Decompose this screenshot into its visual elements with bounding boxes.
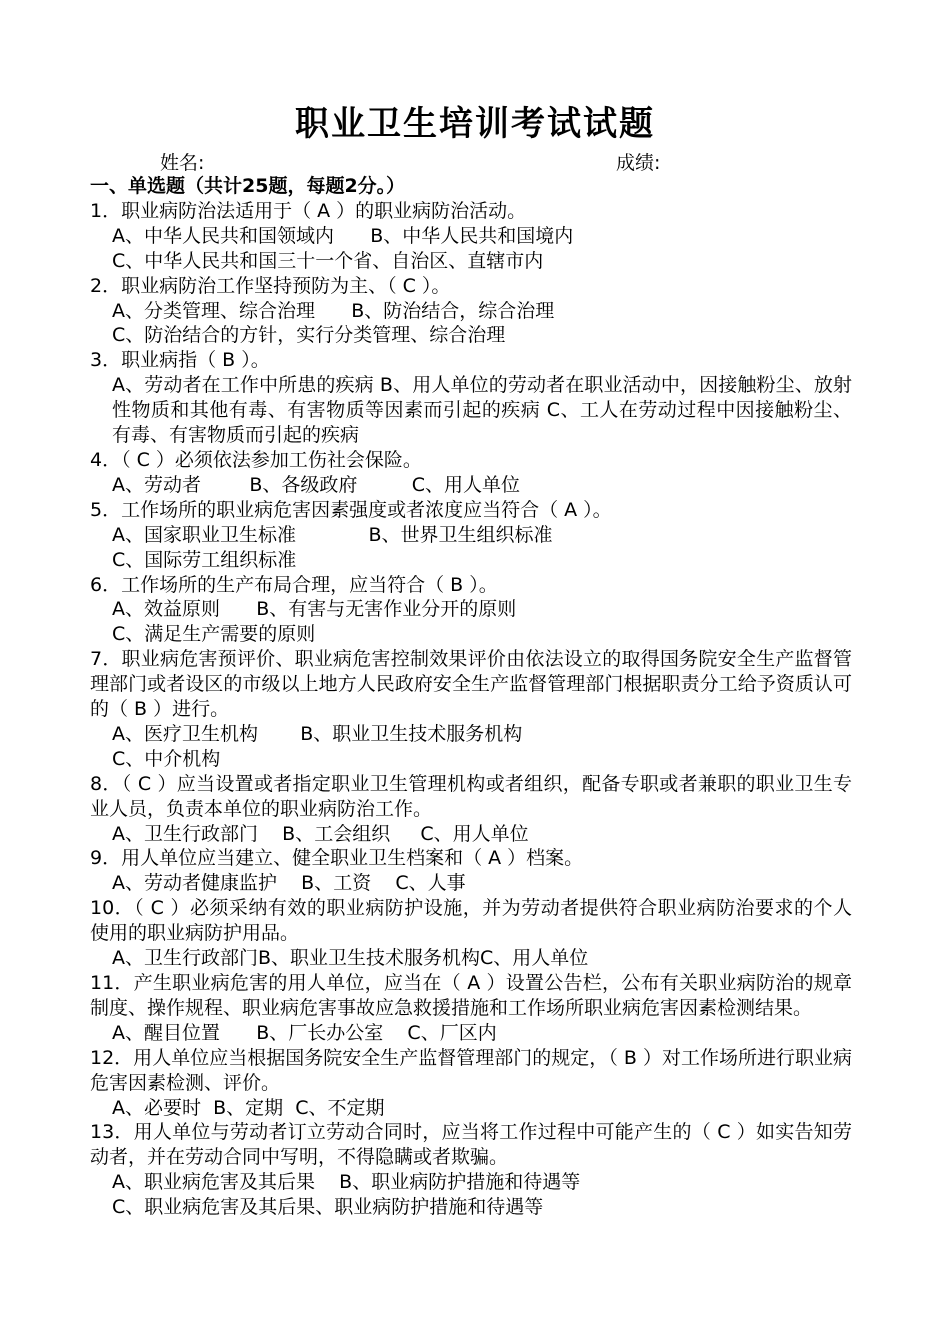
answer-options: C、国际劳工组织标准 — [112, 548, 297, 571]
header-row — [160, 150, 700, 176]
answer-options: C、满足生产需要的原则 — [112, 623, 316, 646]
answer-options: A、国家职业卫生标准 B、世界卫生组织标准 — [112, 523, 553, 546]
answer-options: A、卫生行政部门 B、工会组织 C、用人单位 — [112, 822, 529, 845]
answer-options: A、劳动者健康监护 B、工资 C、人事 — [112, 872, 466, 895]
question: 5．工作场所的职业病危害因素强度或者浓度应当符合（ A ）。 — [90, 498, 612, 521]
answer-options: A、劳动者在工作中所患的疾病 B、用人单位的劳动者在职业活动中，因接触粉尘、放射性物质和其他有毒、有害物质等因素而引起的疾病 C、工人在劳动过程中因接触粉尘、有毒、有害物质而引起的疾病 — [112, 374, 852, 447]
question: 3．职业病指（ B ）。 — [90, 349, 270, 372]
name-label: 姓名: — [160, 152, 205, 174]
answer-options: A、分类管理、综合治理 B、防治结合，综合治理 — [112, 299, 555, 322]
answer-options: C、职业病危害及其后果、职业病防护措施和待遇等 — [112, 1196, 544, 1219]
question: 8．（ C ）应当设置或者指定职业卫生管理机构或者组织，配备专职或者兼职的职业卫生专业人员，负责本单位的职业病防治工作。 — [90, 772, 852, 820]
answer-options: A、医疗卫生机构 B、职业卫生技术服务机构 — [112, 722, 523, 745]
section-heading: 一、单选题（共计25题，每题2分。） — [90, 175, 406, 197]
answer-options: A、卫生行政部门B、职业卫生技术服务机构C、用人单位 — [112, 947, 589, 970]
question: 9．用人单位应当建立、健全职业卫生档案和（ A ）档案。 — [90, 847, 584, 870]
exam-content — [90, 174, 852, 1220]
answer-options: A、必要时 B、定期 C、不定期 — [112, 1096, 385, 1119]
answer-options: A、劳动者 B、各级政府 C、用人单位 — [112, 473, 520, 496]
question: 2．职业病防治工作坚持预防为主、（ C ）。 — [90, 274, 451, 297]
answer-options: C、防治结合的方针，实行分类管理、综合治理 — [112, 324, 506, 347]
answer-options: A、效益原则 B、有害与无害作业分开的原则 — [112, 598, 517, 621]
question: 7．职业病危害预评价、职业病危害控制效果评价由依法设立的取得国务院安全生产监督管理部门或者设区的市级以上地方人民政府安全生产监督管理部门根据职责分工给予资质认可的（ B ）进行。 — [90, 648, 852, 721]
answer-options: A、醒目位置 B、厂长办公室 C、厂区内 — [112, 1021, 497, 1044]
question: 10．（ C ）必须采纳有效的职业病防护设施，并为劳动者提供符合职业病防治要求的个人使用的职业病防护用品。 — [90, 897, 852, 945]
question: 13．用人单位与劳动者订立劳动合同时，应当将工作过程中可能产生的（ C ）如实告知劳动者，并在劳动合同中写明，不得隐瞒或者欺骗。 — [90, 1121, 852, 1169]
question: 4．（ C ）必须依法参加工伤社会保险。 — [90, 448, 422, 471]
question: 6．工作场所的生产布局合理，应当符合（ B ）。 — [90, 573, 498, 596]
page-title: 职业卫生培训考试试题 — [295, 104, 655, 144]
question: 12．用人单位应当根据国务院安全生产监督管理部门的规定，（ B ）对工作场所进行职业病危害因素检测、评价。 — [90, 1046, 852, 1094]
question: 11．产生职业病危害的用人单位，应当在（ A ）设置公告栏，公布有关职业病防治的规章制度、操作规程、职业病危害事故应急救援措施和工作场所职业病危害因素检测结果。 — [90, 972, 852, 1019]
answer-options: C、中介机构 — [112, 747, 221, 770]
answer-options: A、职业病危害及其后果 B、职业病防护措施和待遇等 — [112, 1171, 581, 1194]
question: 1．职业病防治法适用于（ A ）的职业病防治活动。 — [90, 199, 527, 222]
answer-options: A、中华人民共和国领域内 B、中华人民共和国境内 — [112, 224, 574, 247]
answer-options: C、中华人民共和国三十一个省、自治区、直辖市内 — [112, 249, 544, 272]
score-label: 成绩: — [616, 152, 661, 174]
